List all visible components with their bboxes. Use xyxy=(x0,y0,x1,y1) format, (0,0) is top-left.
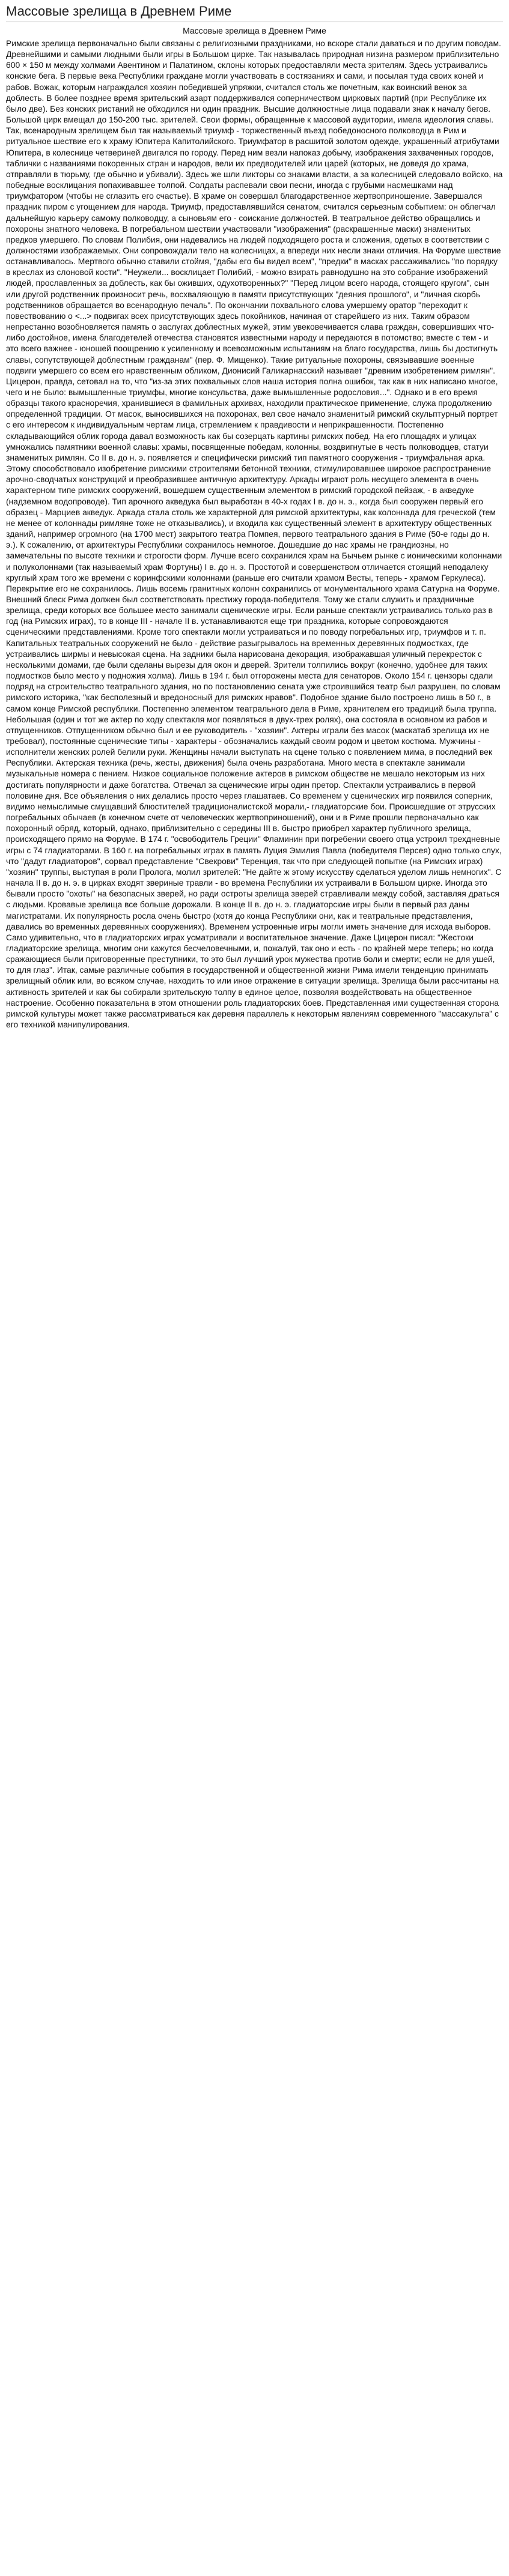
article-paragraph: Римские зрелища первоначально были связаны с религиозными праздниками, но вскоре стали даваться и по другим поводам. Древнейшими и самыми людными были игры в Большом цирке. Так называлась природная низина размером приблизительно 600 × 150 м между холмами Авентином и Палатином, склоны которых предоставляли места зрителям. Здесь устраивались конские бега. В первые века Республики граждане могли участвовать в состязаниях и сами, и посылая туда своих коней и рабов. Вожак, которым награждался хозяин победившей упряжки, считался столь же почетным, как воинский венок за доблесть. В более позднее время зрительский азарт поддерживался соперничеством цирковых партий (при Республике их было две). Без конских ристаний не обходился ни один праздник. Высшие должностные лица подавали знак к началу бегов. Большой цирк вмещал до 150-200 тыс. зрителей. Свои формы, обращенные к массовой аудитории, имела идеология славы. Так, всенародным зрелищем был так называемый триумф - торжественный въезд победоносного полководца в Рим и ритуальное шествие его к храму Юпитера Капитолийского. Триумфатор в расшитой золотом одежде, украшенный атрибутами Юпитера, в колеснице четвериней двигался по городу. Перед ним везли напоказ добычу, изображения захваченных городов, таблички с названиями покоренных стран и народов, вели их предводителей или царей (которых, не доведя до храма, отправляли в тюрьму, где обычно и убивали). Здесь же шли ликторы со знаками власти, а за колесницей следовало войско, на победные восклицания попахивавшее толпой. Солдаты распевали свои песни, иногда с грубыми насмешками над триумфатором (чтобы не сглазить его счастье). В храме он совершал благодарственное жертвоприношение. Завершался праздник пиром с угощением для народа. Триумф, предоставлявшийся сенатом, считался серьезным событием: он облегчал дальнейшую карьеру самому полководцу, а сыновьям его - соискание должностей. В театральное действо обращались и похороны знатного человека. В погребальном шествии участвовали "изображения" (раскрашенные маски) знаменитых предков умершего. По словам Полибия, они надевались на людей подходящего роста и сложения, одетых в соответствии с должностями изображаемых. Они сопровождали тело на колесницах, а впереди них несли знаки отличия. На Форуме шествие останавливалось. Мертвого обычно ставили стоймя, "дабы его бы видел всем", "предки" в масках рассаживались "по порядку в креслах из слоновой кости". "Неужели... восклицает Полибий, - можно взирать равнодушно на это собрание изображений людей, прославленных за доблесть, как бы оживших, одухотворенных?" "Перед лицом всего народа, стоящего кругом", сын или другой родственник произносит речь, восхваляющую в памяти присутствующих "деяния прошлого", и "личная скорбь родственников обращается во всенародную печаль". По окончании похвального слова умершему оратор "переходит к повествованию о <...> подвигах всех присутствующих здесь покойников, начиная от старейшего из них. Таким образом непрестанно возобновляется память о заслугах доблестных мужей, этим увековечивается слава граждан, совершивших что-либо достойное, имена благодетелей отечества становятся известными народу и передаются в потомство; вместе с тем - и это всего важнее - юношей поощрению к усиленному и всевозможным испытаниям на благо государства, лишь бы достигнуть славы, сопутствующей доблестным гражданам" (пер. Ф. Мищенко). Такие ритуальные похороны, связывавшие военные подвиги умершего со всем его нравственным обликом, Дионисий Галикарнасский называет "древним изобретением римлян". Цицерон, правда, сетовал на то, что "из-за этих похвальных слов наша история полна ошибок, так как в них написано многое, чего и не было: вымышленные триумфы, многие консульства, даже вымышленные родословия...". Однако и в его время образцы такого красноречия, хранившиеся в фамильных архивах, находили практическое применение, служа продолжению определенной традиции. От масок, выносившихся на похоронах, вел свое начало знаменитый римский скульптурный портрет с его интересом к индивидуальным чертам лица, стремлением к правдивости и неприкрашенности. Постепенно складывающийся облик города давал возможность как бы созерцать картины римских побед. На его площадях и улицах умножались памятники военной славы: храмы, посвященные победам, колонны, воздвигнутые в честь полководцев, статуи знаменитых римлян. Со II в. до н. э. появляется и специфически римский тип памятного сооружения - триумфальная арка. Этому способствовало изобретение римскими строителями бетонной техники, стимулировавшее широкое распространение арочно-сводчатых конструкций и преобразившее античную архитектуру. Аркады играют роль несущего элемента в очень характерном типе римских сооружений, вошедшем существенным элементом в римский городской пейзаж, - в акведуке (надземном водопроводе). Тип арочного акведука был выработан в 40-х годах I в. до н. э., когда был сооружен первый его образец - Марциев акведук. Аркада стала столь же характерной для римской архитектуры, как колоннада для греческой (тем не менее от колоннады римляне тоже не отказывались), и входила как существенный элемент в архитектуру общественных зданий, например огромного (на 1700 мест) закрытого театра Помпея, первого театрального здания в Риме (50-е годы до н. э.). К сожалению, от архитектуры Республики сохранилось немногое. Дошедшие до нас храмы не грандиозны, но замечательны по высоте техники и строгости форм. Лучше всего сохранился храм на Бычьем рынке с ионическими колоннами и полуколоннами (так называемый храм Фортуны) I в. до н. э. Простотой и совершенством отличается стоящий неподалеку круглый храм того же времени с коринфскими колоннами (раньше его считали храмом Весты, теперь - храмом Геркулеса). Перекрытие его не сохранилось. Лишь восемь гранитных колонн сохранились от монументального храма Сатурна на Форуме. Внешний блеск Рима должен был соответствовать престижу города-победителя. Тому же стали служить и праздничные зрелища, среди которых все большее место занимали сценические игры. Если раньше спектакли устраивались только раз в год (на Римских играх), то в конце III - начале II в. устанавливаются еще три праздника, которые сопровождаются сценическими представлениями. Кроме того спектакли могли устраиваться и по поводу погребальных игр, триумфов и т. п. Капитальных театральных сооружений не было - действие разыгрывалось на временных деревянных подмостках, где устраивались ширмы и невысокая сцена. На задники была нарисована декорация, изображавшая уличный перекресток с несколькими домами, где были сделаны вырезы для окон и дверей. Зрители толпились вокруг (конечно, удобнее для таких подмостков было место у подножия холма). Лишь в 194 г. был отгорожены места для сенаторов. Около 154 г. цензоры сдали подряд на строительство театрального здания, но по постановлению сената уже строившийся театр был разрушен, по словам римского историка, "как бесполезный и вредоносный для римских нравов". Подобное здание было построено лишь в 50 г., в самом конце Римской республики. Постепенно элементом театрального дела в Риме, хранителем его традиций была труппа. Небольшая (один и тот же актер по ходу спектакля мог появляться в двух-трех ролях), она состояла в основном из рабов и отпущенников. Отпущенником обычно был и ее руководитель - "хозяин". Актеры играли без масок (маскатаб зрелища их не требовал), постоянные сценические типы - характеры - обозначались каждый своим родом и цветом костюма. Мужчины - исполнители женских ролей белили руки. Женщины начали выступать на сцене только с появлением мима, в последний век Республики. Актерская техника (речь, жесты, движения) была очень разработана. Много места в спектакле занимали музыкальные номера с пением. Низкое социальное положение актеров в римском обществе не мешало некоторым из них достигать популярности и даже богатства. Отвечал за сценические игры один претор. Спектакли устраивались в первой половине дня. Все объявления о них делались просто через глашатаев. Со временем у сценических игр появился соперник, видимо немыслимые смущавший блюстителей традиционалистской морали,- гладиаторские бои. Происшедшие от этрусских погребальных обычаев (в конечном счете от человеческих жертвоприношений), они и в Риме прошли первоначально как похоронный обряд, который, однако, приблизительно с середины III в. быстро приобрел характер публичного зрелища, происходящего прямо на Форуме. В 174 г. "освободитель Греции" Фламинин при погребении своего отца устроил трехдневные игры с 74 гладиаторами. В 160 г. на погребальных играх в память Луция Эмилия Павла (победителя Персея) одно только слух, что "дадут гладиаторов", сорвал представление "Свекрови" Теренция, так что при следующей попытке (на Римских играх) "хозяин" труппы, выступая в роли Пролога, молил зрителей: "Не дайте ж этому искусству сделаться уделом лишь немногих". С начала II в. до н. э. в цирках входят звериные травли - во времена Республики их устраивали в Большом цирке. Иногда это бывали просто "охоты" на безопасных зверей, но ради остроты зрелища зверей стравливали между собой, заставляя драться с людьми. Кровавые зрелища все больше дорожали. В конце II в. до н. э. гладиаторские игры были в первый раз даны магистратами. Их популярность росла очень быстро (хотя до конца Республики они, как и театральные представления, давались во временных деревянных сооружениях). Временем устроенные игры могли иметь значение для исхода выборов. Само удивительно, что в гладиаторских играх усматривали и воспитательное значение. Даже Цицерон писал: "Жестоки гладиаторские зрелища, многим они кажутся бесчеловечными, и, пожалуй, так оно и есть - по крайней мере теперь; но когда сражающиеся были приговоренные преступники, то это был лучший урок мужества против боли и смерти; если не для ушей, то для глаз". Итак, самые различные события в государственной и общественной жизни Рима имели тенденцию принимать зрелищный облик или, во всяком случае, находить то или иное отражение в ситуации зрелища. Зрелища были рассчитаны на активность зрителей и как бы собирали зрительскую толпу в единое целое, позволяя воздействовать на общественное настроение. Особенно показательна в этом отношении роль гладиаторских боев. Представленная ими существенная сторона римской культуры может также рассматриваться как деревня параллель к некоторым явлениям современного "массакульта" с его техникой манипулирования. xyxy=(6,38,503,1030)
document-page xyxy=(0,0,509,1037)
document-subtitle: Массовые зрелища в Древнем Риме xyxy=(183,26,326,35)
document-title: Массовые зрелища в Древнем Риме xyxy=(6,4,503,22)
article-body xyxy=(6,38,503,1030)
